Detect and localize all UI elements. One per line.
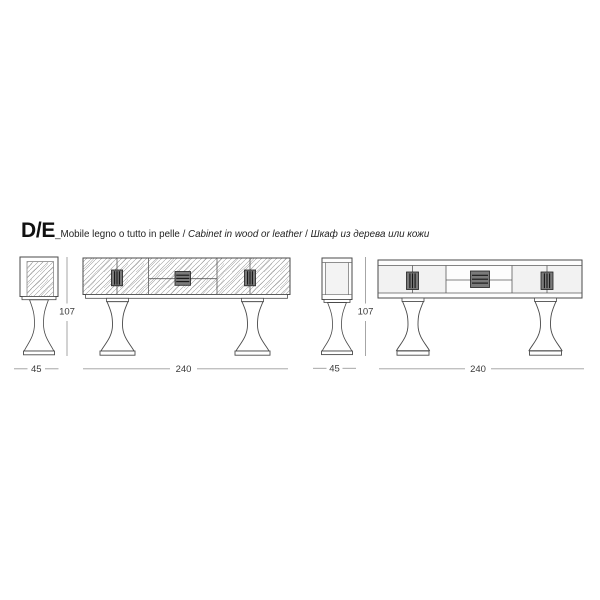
height-dimension-right xyxy=(358,257,374,356)
height-dimension-left xyxy=(59,257,75,356)
description-italian: _Mobile legno o tutto in pelle xyxy=(55,229,180,240)
depth-dimension-right xyxy=(313,364,356,375)
height-dimension-label: 107 xyxy=(59,306,75,318)
separator: / xyxy=(179,229,189,240)
wood-variant-side-view xyxy=(20,257,58,355)
plain-variant-side-view xyxy=(322,258,353,355)
pedestal-cap xyxy=(242,298,264,301)
height-dimension-label: 107 xyxy=(357,306,374,318)
pedestal-base xyxy=(529,301,562,350)
door-handle xyxy=(112,270,123,286)
depth-dimension-label: 45 xyxy=(31,364,42,375)
pedestal-cap xyxy=(535,298,557,301)
depth-dimension-label: 45 xyxy=(329,363,340,375)
pedestal-base xyxy=(101,302,134,351)
pedestal-foot xyxy=(530,351,562,355)
width-dimension-label: 240 xyxy=(470,364,486,375)
pedestal-base xyxy=(397,301,430,350)
product-code: D/E xyxy=(21,219,56,242)
width-dimension-label: 240 xyxy=(175,364,192,375)
drawer-handle xyxy=(175,272,191,286)
door-handle xyxy=(407,272,419,290)
base-strip xyxy=(86,295,288,299)
door-handle xyxy=(541,272,553,290)
drawer-handle xyxy=(471,271,490,288)
description-russian: Шкаф из дерева или кожи xyxy=(310,229,430,240)
pedestal-cap xyxy=(402,298,424,301)
side-panel xyxy=(326,263,349,295)
pedestal-cap xyxy=(107,298,129,301)
pedestal-base xyxy=(24,300,54,351)
pedestal-foot xyxy=(235,351,270,355)
wood-variant-front-view xyxy=(83,258,290,355)
description-english: Cabinet in wood or leather xyxy=(188,229,303,240)
pedestal-foot xyxy=(397,351,429,355)
base-strip xyxy=(22,297,56,300)
separator: / xyxy=(302,229,311,240)
depth-dimension-left xyxy=(14,364,59,375)
door-handle xyxy=(245,270,256,286)
pedestal-base xyxy=(322,303,352,352)
pedestal-foot xyxy=(322,351,353,355)
plain-variant-front-view xyxy=(378,260,582,355)
width-dimension-right xyxy=(379,364,584,375)
pedestal-base xyxy=(236,302,269,351)
pedestal-foot xyxy=(24,351,55,355)
width-dimension-left xyxy=(83,364,288,375)
base-strip xyxy=(324,300,350,303)
pedestal-foot xyxy=(100,351,135,355)
